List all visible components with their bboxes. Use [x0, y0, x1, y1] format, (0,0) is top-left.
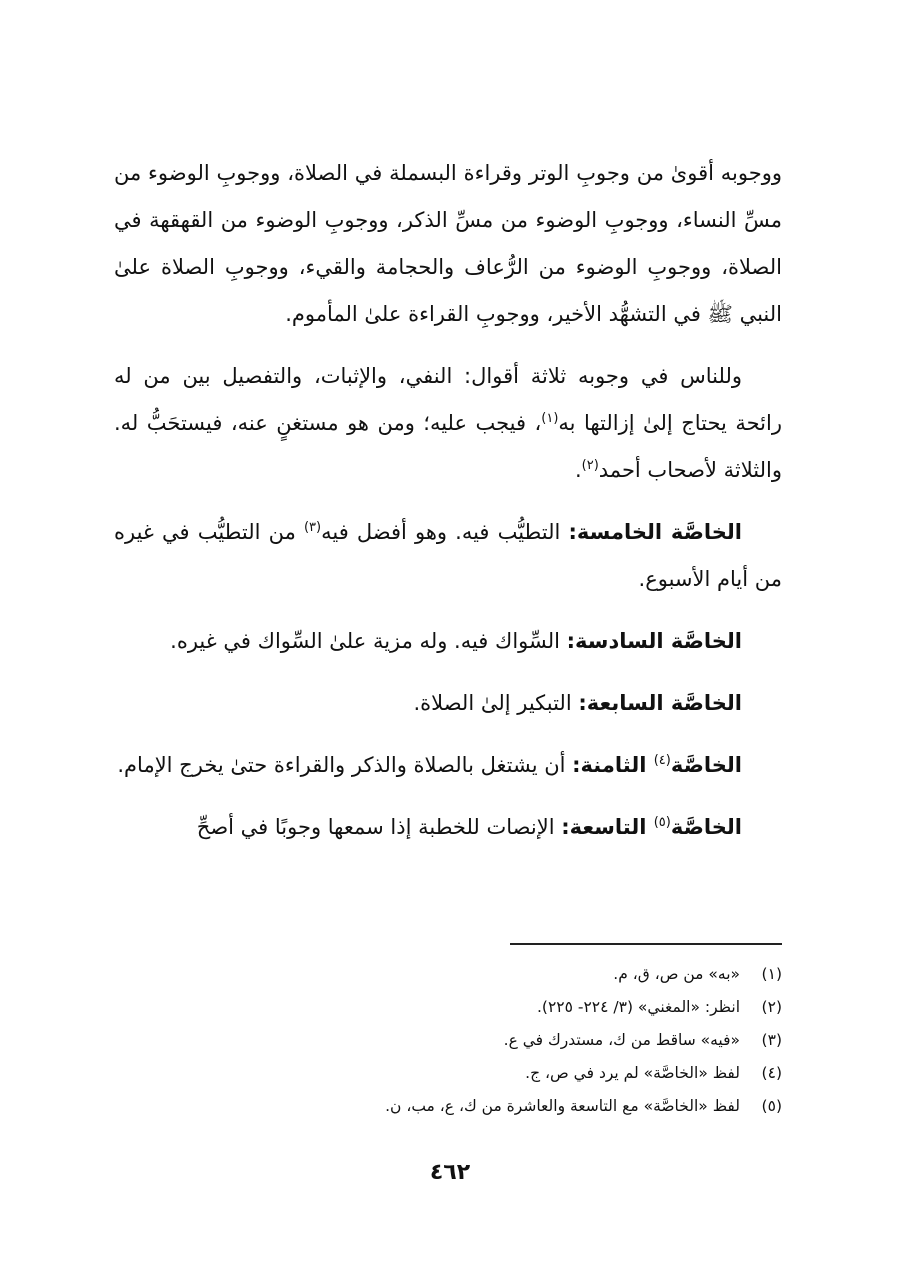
footnotes — [114, 958, 782, 1123]
paragraph-4 — [114, 618, 782, 665]
paragraph-2-text-a: وللناس في وجوبه ثلاثة أقوال: النفي، والإثبات، والتفصيل بين من له رائحة يحتاج إلىٰ إزالتها به — [114, 364, 782, 435]
section-heading-ninth-b: التاسعة: — [561, 815, 654, 839]
paragraph-2 — [114, 353, 782, 494]
paragraph-6 — [114, 742, 782, 789]
footnote-text: انظر: «المغني» (٣/ ٢٢٤- ٢٢٥). — [536, 998, 740, 1016]
footnote-item — [114, 1057, 782, 1090]
footnote-text: لفظ «الخاصَّة» مع التاسعة والعاشرة من ك، ع، مب، ن. — [385, 1097, 740, 1115]
footnote-item — [114, 958, 782, 991]
paragraph-5 — [114, 680, 782, 727]
footnote-item — [114, 991, 782, 1024]
paragraph-3 — [114, 509, 782, 603]
paragraph-4-text: السِّواك فيه. وله مزية علىٰ السِّواك في غيره. — [170, 629, 567, 653]
section-heading-eighth-a: الخاصَّة — [670, 753, 742, 777]
footnote-text: «فيه» ساقط من ك، مستدرك في ع. — [503, 1031, 740, 1049]
section-heading-seventh: الخاصَّة السابعة: — [578, 691, 742, 715]
paragraph-5-text: التبكير إلىٰ الصلاة. — [413, 691, 579, 715]
footnote-number: (٥) — [761, 1097, 782, 1115]
footnote-number: (٤) — [761, 1064, 782, 1082]
section-heading-fifth: الخاصَّة الخامسة: — [568, 520, 742, 544]
paragraph-3-text-a: التطيُّب فيه. وهو أفضل فيه — [321, 520, 569, 544]
main-text — [114, 150, 782, 866]
footnote-ref-2[interactable]: (٢) — [581, 458, 599, 473]
page-number: ٤٦٢ — [429, 1160, 471, 1185]
section-heading-ninth-a: الخاصَّة — [670, 815, 742, 839]
paragraph-6-text: أن يشتغل بالصلاة والذكر والقراءة حتىٰ يخرج الإمام. — [117, 753, 573, 777]
footnote-divider — [510, 943, 782, 945]
footnote-text: لفظ «الخاصَّة» لم يرد في ص، ج. — [525, 1064, 740, 1082]
paragraph-2-text-c: . — [574, 458, 582, 482]
footnote-number: (١) — [761, 965, 782, 983]
footnote-item — [114, 1024, 782, 1057]
section-heading-sixth: الخاصَّة السادسة: — [566, 629, 742, 653]
paragraph-1-text: ووجوبه أقوىٰ من وجوبِ الوتر وقراءة البسملة في الصلاة، ووجوبِ الوضوء من مسِّ النساء، ووجوبِ الوضوء من مسِّ الذكر، ووجوبِ الوضوء من القهقهة في الصلاة، ووجوبِ الوضوء من الرُّعاف والحجامة والقيء، ووجوبِ الصلاة علىٰ النبي ﷺ في التشهُّد الأخير، ووجوبِ القراءة علىٰ المأموم. — [114, 161, 782, 326]
footnote-ref-1[interactable]: (١) — [541, 411, 559, 426]
paragraph-2-text-b: ، فيجب عليه؛ ومن هو مستغنٍ عنه، فيستحَبُّ له. والثلاثة لأصحاب أحمد — [114, 411, 782, 482]
footnote-ref-3[interactable]: (٣) — [303, 520, 322, 535]
footnote-item — [114, 1090, 782, 1123]
section-heading-eighth-b: الثامنة: — [572, 753, 654, 777]
footnote-ref-4[interactable]: (٤) — [653, 753, 671, 768]
footnote-number: (٣) — [761, 1031, 782, 1049]
paragraph-7 — [114, 804, 782, 851]
paragraph-7-text: الإنصات للخطبة إذا سمعها وجوبًا في أصحِّ — [196, 815, 562, 839]
paragraph-1 — [114, 150, 782, 338]
footnote-text: «به» من ص، ق، م. — [613, 965, 740, 983]
paragraph-3-text-b: من التطيُّب في غيره من أيام الأسبوع. — [114, 520, 782, 591]
footnote-ref-5[interactable]: (٥) — [653, 815, 671, 830]
footnote-number: (٢) — [761, 998, 782, 1016]
